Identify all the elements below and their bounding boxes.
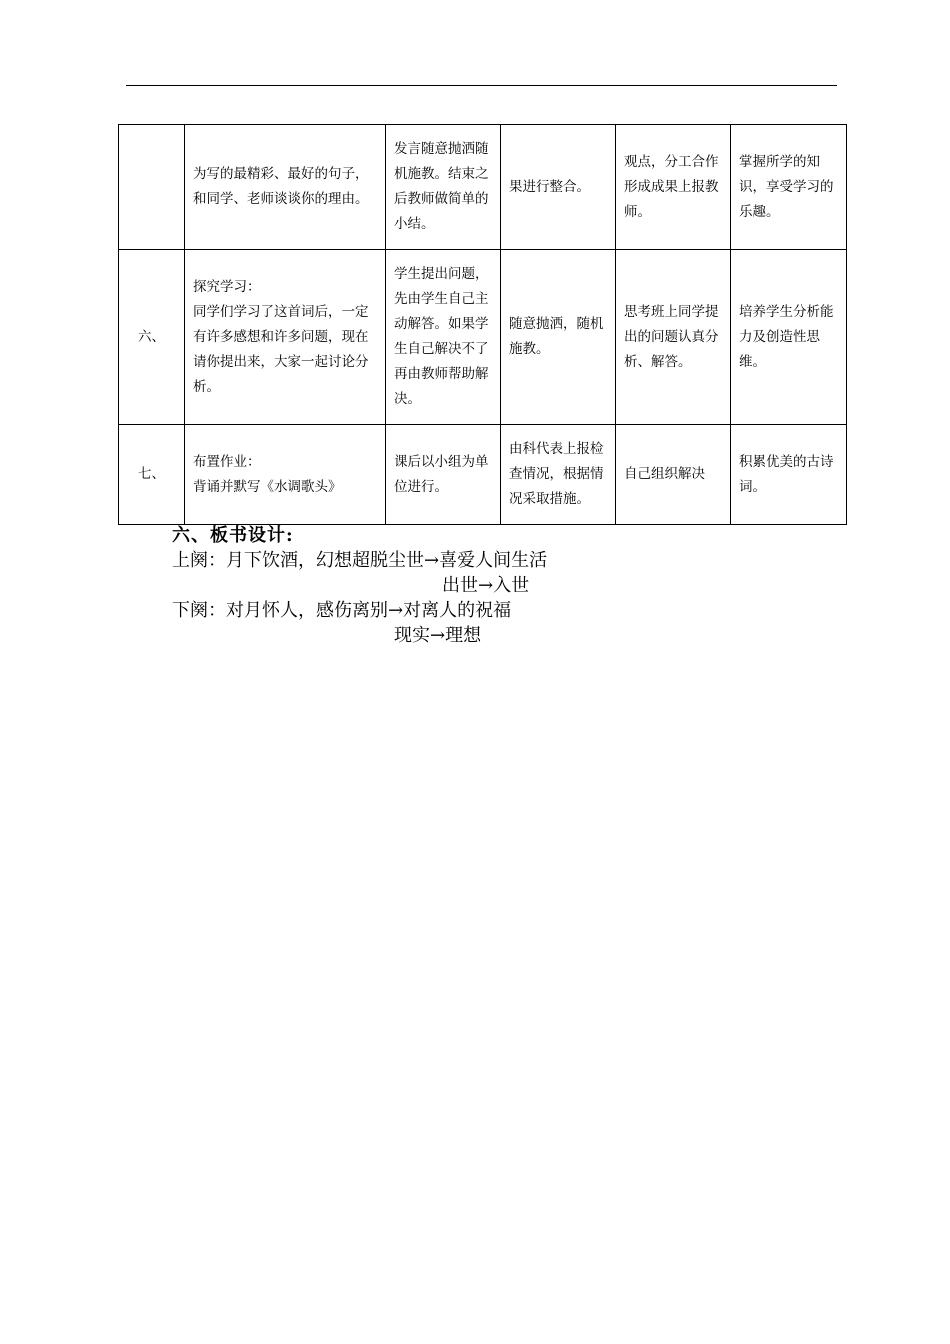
method-cell: 随意抛洒，随机施教。 xyxy=(501,250,616,425)
content-cell: 布置作业： 背诵并默写《水调歌头》 xyxy=(185,425,386,525)
goal-cell: 积累优美的古诗词。 xyxy=(731,425,847,525)
step-number-cell xyxy=(119,125,185,250)
table-row xyxy=(119,125,847,250)
lesson-plan-table xyxy=(118,124,847,525)
goal-cell: 掌握所学的知识，享受学习的乐趣。 xyxy=(731,125,847,250)
student-activity-cell: 观点，分工合作形成成果上报教师。 xyxy=(616,125,731,250)
board-design-heading: 六、板书设计: xyxy=(172,525,294,546)
board-line-upper-sub: 出世→入世 xyxy=(442,575,530,596)
goal-cell: 培养学生分析能力及创造性思维。 xyxy=(731,250,847,425)
content-cell: 探究学习： 同学们学习了这首词后，一定有许多感想和许多问题，现在请你提出来，大家一起讨论分析。 xyxy=(185,250,386,425)
step-number-cell: 七、 xyxy=(119,425,185,525)
step-number-cell: 六、 xyxy=(119,250,185,425)
board-line-lower-sub: 现实→理想 xyxy=(394,625,482,646)
board-design xyxy=(172,523,547,648)
table-row xyxy=(119,250,847,425)
board-line-upper: 上阕：月下饮酒，幻想超脱尘世→喜爱人间生活 xyxy=(172,550,548,571)
method-cell: 由科代表上报检查情况，根据情况采取措施。 xyxy=(501,425,616,525)
header-rule xyxy=(126,85,837,86)
student-activity-cell: 思考班上同学提出的问题认真分析、解答。 xyxy=(616,250,731,425)
method-cell: 果进行整合。 xyxy=(501,125,616,250)
content-cell: 为写的最精彩、最好的句子，和同学、老师谈谈你的理由。 xyxy=(185,125,386,250)
board-line-lower: 下阕：对月怀人，感伤离别→对离人的祝福 xyxy=(172,600,512,621)
student-activity-cell: 自己组织解决 xyxy=(616,425,731,525)
teacher-activity-cell: 发言随意抛洒随机施教。结束之后教师做简单的小结。 xyxy=(386,125,501,250)
teacher-activity-cell: 学生提出问题，先由学生自己主动解答。如果学生自己解决不了再由教师帮助解决。 xyxy=(386,250,501,425)
table-row xyxy=(119,425,847,525)
teacher-activity-cell: 课后以小组为单位进行。 xyxy=(386,425,501,525)
